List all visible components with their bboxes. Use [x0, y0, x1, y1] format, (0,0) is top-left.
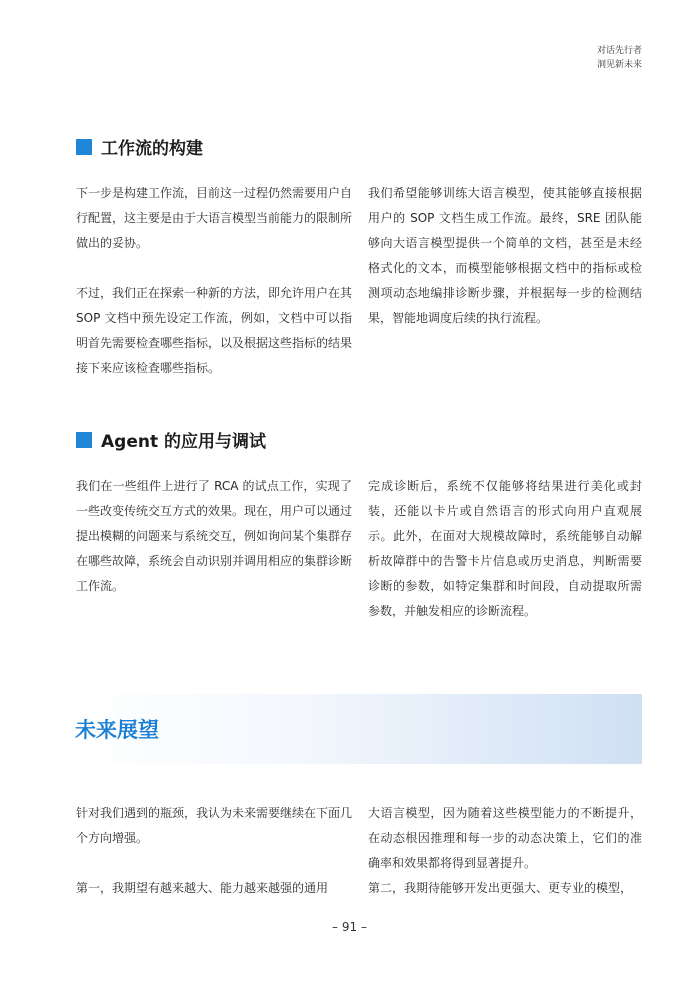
section-title-text: 工作流的构建: [101, 139, 203, 159]
future-outlook-banner: [65, 694, 642, 764]
section-title-text: Agent 的应用与调试: [101, 432, 267, 452]
page-number: – 91 –: [332, 920, 367, 934]
section1-left-column: [76, 181, 352, 381]
paragraph: 第一，我期望有越来越大、能力越来越强的通用: [76, 881, 329, 895]
paragraph: 完成诊断后，系统不仅能够将结果进行美化或封装，还能以卡片或自然语言的形式向用户直观展示。此外，在面对大规模故障时，系统能够自动解析故障群中的告警卡片信息或历史消息，判断需要诊断的参数，如特定集群和时间段，自动提取所需参数，并触发相应的诊断流程。: [368, 479, 642, 618]
section3-left-column: [76, 801, 352, 901]
square-bullet-icon: [76, 139, 92, 155]
section-title-workflow: [76, 134, 203, 159]
header-line-1: 对话先行者: [596, 46, 642, 56]
square-bullet-icon: [76, 432, 92, 448]
paragraph: 第二，我期待能够开发出更强大、更专业的模型，: [368, 881, 633, 895]
section-title-agent: [76, 427, 266, 452]
paragraph: 我们在一些组件上进行了 RCA 的试点工作，实现了一些改变传统交互方式的效果。现在，用户可以通过提出模糊的问题来与系统交互，例如询问某个集群存在哪些故障，系统会自动识别并调用相应的集群诊断工作流。: [76, 479, 353, 593]
paragraph: 下一步是构建工作流，目前这一过程仍然需要用户自行配置，这主要是由于大语言模型当前能力的限制所做出的妥协。: [76, 186, 353, 250]
paragraph: 我们希望能够训练大语言模型，使其能够直接根据用户的 SOP 文档生成工作流。最终，SRE 团队能够向大语言模型提供一个简单的文档，甚至是未经格式化的文本，而模型能够根据文档中的指标或检测项动态地编排诊断步骤，并根据每一步的检测结果，智能地调度后续的执行流程。: [368, 186, 642, 325]
paragraph: 大语言模型，因为随着这些模型能力的不断提升，在动态根因推理和每一步的动态决策上，它们的准确率和效果都将得到显著提升。: [368, 806, 642, 870]
section1-right-column: [368, 181, 642, 331]
paragraph: 针对我们遇到的瓶颈，我认为未来需要继续在下面几个方向增强。: [76, 806, 353, 845]
section2-left-column: [76, 474, 352, 599]
section3-right-column: [368, 801, 642, 901]
header-slogan: [597, 44, 642, 72]
header-line-2: 洞见新未来: [596, 60, 642, 70]
paragraph: 不过，我们正在探索一种新的方法，即允许用户在其 SOP 文档中预先设定工作流，例如，文档中可以指明首先需要检查哪些指标，以及根据这些指标的结果接下来应该检查哪些指标。: [76, 286, 353, 375]
banner-title: 未来展望: [75, 718, 159, 742]
section2-right-column: [368, 474, 642, 624]
